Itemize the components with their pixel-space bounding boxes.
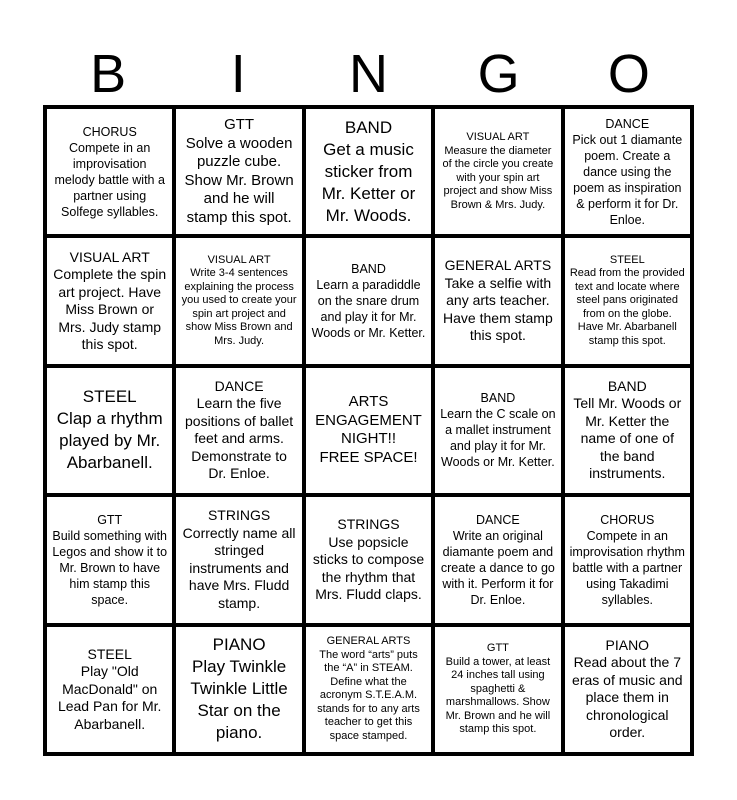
bingo-cell[interactable]	[174, 366, 303, 495]
cell-text: Build a tower, at least 24 inches tall using spaghetti & marshmallows. Show Mr. Brown and he will stamp this spot.	[445, 655, 551, 736]
cell-category: DANCE	[476, 512, 520, 527]
cell-category: CHORUS	[600, 512, 655, 527]
cell-category: PIANO	[212, 635, 266, 655]
cell-text: Learn the five positions of ballet feet and arms. Demonstrate to Dr. Enloe.	[185, 395, 294, 482]
cell-text: FREE SPACE!	[319, 448, 418, 466]
header-letter-o: O	[607, 44, 650, 104]
bingo-cell[interactable]	[563, 236, 692, 365]
cell-text: Play "Old MacDonald" on Lead Pan for Mr. Abarbanell.	[57, 663, 162, 732]
cell-text: Play Twinkle Twinkle Little Star on the piano.	[190, 657, 288, 743]
cell-text: Take a selfie with any arts teacher. Have them stamp this spot.	[443, 274, 553, 344]
cell-text: Learn a paradiddle on the snare drum and play it for Mr. Woods or Mr. Ketter.	[311, 278, 426, 341]
cell-category: VISUAL ART	[207, 253, 271, 266]
cell-category: DANCE	[214, 377, 264, 394]
bingo-cell[interactable]	[45, 366, 174, 495]
bingo-header	[43, 44, 694, 104]
bingo-cell[interactable]	[563, 495, 692, 624]
bingo-cell[interactable]	[433, 236, 562, 365]
cell-category: ARTS ENGAGEMENT NIGHT!!	[315, 393, 422, 448]
cell-text: Pick out 1 diamante poem. Create a dance using the poem as inspiration & perform it for Dr. Enloe.	[572, 132, 683, 227]
bingo-cell[interactable]	[563, 366, 692, 495]
cell-category: BAND	[351, 262, 386, 277]
bingo-cell[interactable]	[433, 366, 562, 495]
cell-category: DANCE	[605, 116, 650, 131]
bingo-cell[interactable]	[563, 107, 692, 236]
cell-category: VISUAL ART	[69, 248, 150, 265]
header-letter-b: B	[90, 44, 127, 104]
bingo-cell[interactable]	[433, 625, 562, 754]
cell-text: Measure the diameter of the circle you create with your spin art project and show Miss Brown & Mrs. Judy.	[442, 144, 554, 211]
cell-text: Compete in an improvisation rhythm battle with a partner using Takadimi syllables.	[569, 528, 685, 607]
bingo-cell[interactable]	[45, 236, 174, 365]
cell-category: STEEL	[87, 645, 132, 662]
cell-text: Use popsicle sticks to compose the rhythm that Mrs. Fludd claps.	[312, 533, 425, 603]
cell-category: GTT	[486, 642, 509, 655]
bingo-cell[interactable]	[174, 107, 303, 236]
cell-category: CHORUS	[82, 124, 137, 139]
cell-category: GTT	[97, 512, 123, 527]
cell-category: GENERAL ARTS	[444, 257, 552, 274]
cell-text: Solve a wooden puzzle cube. Show Mr. Brown and he will stamp this spot.	[184, 134, 294, 226]
bingo-cell[interactable]	[174, 495, 303, 624]
cell-text: Get a music sticker from Mr. Ketter or Mr. Woods.	[321, 139, 416, 225]
cell-text: Build something with Legos and show it to Mr. Brown to have him stamp this space.	[52, 528, 168, 607]
cell-category: GENERAL ARTS	[326, 635, 411, 648]
cell-text: Correctly name all stringed instruments and have Mrs. Fludd stamp.	[182, 524, 296, 611]
header-letter-g: G	[477, 44, 520, 104]
header-letter-n: N	[348, 44, 388, 104]
bingo-cell[interactable]	[433, 107, 562, 236]
cell-text: Compete in an improvisation melody battle with a partner using Solfege syllables.	[54, 140, 165, 219]
bingo-cell[interactable]	[563, 625, 692, 754]
bingo-cell[interactable]	[45, 625, 174, 754]
cell-text: Learn the C scale on a mallet instrument and play it for Mr. Woods or Mr. Ketter.	[440, 407, 556, 470]
cell-text: Write 3-4 sentences explaining the process you used to create your spin art project and show Miss Brown and Mrs. Judy.	[181, 267, 297, 347]
free-space-cell[interactable]	[304, 366, 433, 495]
bingo-cell[interactable]	[304, 236, 433, 365]
cell-text: Write an original diamante poem and create a dance to go with it. Perform it for Dr. Enloe.	[440, 528, 555, 607]
cell-text: The word “arts” puts the “A” in STEAM. Define what the acronym S.T.E.A.M. stands for to any arts teacher to get this space stamped.	[317, 648, 420, 742]
bingo-cell[interactable]	[304, 625, 433, 754]
cell-text: Tell Mr. Woods or Mr. Ketter the name of one of the band instruments.	[573, 395, 682, 482]
cell-category: STRINGS	[207, 507, 271, 524]
cell-category: BAND	[607, 377, 647, 394]
cell-category: VISUAL ART	[466, 131, 530, 144]
cell-category: STRINGS	[337, 516, 400, 533]
bingo-cell[interactable]	[174, 625, 303, 754]
cell-category: BAND	[480, 391, 516, 406]
bingo-cell[interactable]	[45, 495, 174, 624]
cell-text: Clap a rhythm played by Mr. Abarbanell.	[56, 409, 163, 473]
cell-text: Complete the spin art project. Have Miss Brown or Mrs. Judy stamp this spot.	[53, 266, 167, 353]
bingo-cell[interactable]	[45, 107, 174, 236]
cell-category: PIANO	[605, 636, 650, 653]
cell-category: BAND	[344, 117, 393, 137]
cell-text: Read from the provided text and locate where steel pans originated from on the globe. Have Mr. Abarbanell stamp this spot.	[569, 267, 685, 347]
header-letter-i: I	[230, 44, 246, 104]
cell-category: STEEL	[609, 253, 645, 266]
bingo-board	[43, 105, 694, 756]
bingo-cell[interactable]	[304, 495, 433, 624]
cell-category: GTT	[224, 116, 255, 134]
cell-category: STEEL	[82, 387, 137, 407]
bingo-cell[interactable]	[174, 236, 303, 365]
bingo-cell[interactable]	[433, 495, 562, 624]
bingo-cell[interactable]	[304, 107, 433, 236]
cell-text: Read about the 7 eras of music and place them in chronological order.	[572, 654, 683, 741]
